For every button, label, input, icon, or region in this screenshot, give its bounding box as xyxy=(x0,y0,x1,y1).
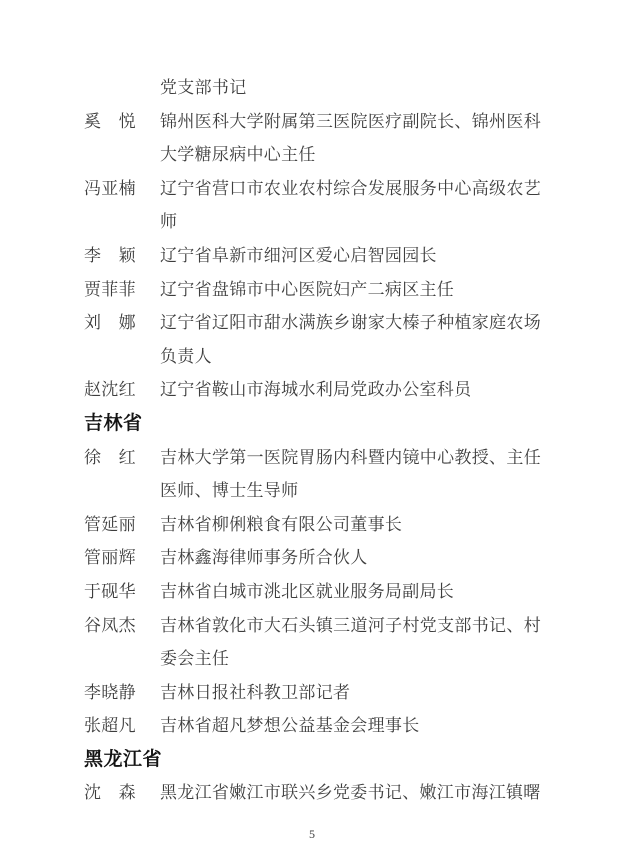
person-title: 辽宁省鞍山市海城水利局党政办公室科员 xyxy=(160,380,472,400)
award-list xyxy=(84,71,541,810)
person-title: 吉林大学第一医院胃肠内科暨内镜中心教授、主任医师、博士生导师 xyxy=(160,447,541,501)
list-item xyxy=(84,676,541,710)
person-name: 管延丽 xyxy=(84,514,136,534)
person-name: 冯亚楠 xyxy=(84,178,136,198)
person-name: 刘 娜 xyxy=(84,313,136,333)
person-title: 吉林省超凡梦想公益基金会理事长 xyxy=(160,716,420,736)
person-name: 李晓静 xyxy=(84,682,136,702)
person-name: 管丽辉 xyxy=(84,548,136,568)
section-heading: 吉林省 xyxy=(84,412,143,434)
person-name: 张超凡 xyxy=(84,716,136,736)
list-item xyxy=(84,239,541,273)
person-name: 李 颖 xyxy=(84,245,136,265)
list-item xyxy=(84,373,541,407)
person-title: 辽宁省辽阳市甜水满族乡谢家大榛子种植家庭农场负责人 xyxy=(160,313,541,366)
list-item xyxy=(84,306,541,373)
list-item xyxy=(84,541,541,575)
person-name: 贾菲菲 xyxy=(84,279,136,299)
person-name: 谷凤杰 xyxy=(84,615,136,635)
person-name: 赵沈红 xyxy=(84,380,136,400)
person-name: 沈 森 xyxy=(84,783,136,803)
person-title: 吉林鑫海律师事务所合伙人 xyxy=(160,548,368,568)
person-name: 奚 悦 xyxy=(84,111,136,131)
person-title: 党支部书记 xyxy=(160,78,247,97)
person-name: 于砚华 xyxy=(84,581,136,601)
page-number: 5 xyxy=(309,827,315,841)
person-title: 吉林省敦化市大石头镇三道河子村党支部书记、村委会主任 xyxy=(160,615,541,669)
list-item xyxy=(84,441,541,508)
person-title: 辽宁省营口市农业农村综合发展服务中心高级农艺师 xyxy=(160,178,541,232)
person-title: 辽宁省阜新市细河区爱心启智园园长 xyxy=(160,245,437,265)
list-item xyxy=(84,172,541,239)
list-item-continuation xyxy=(84,71,541,105)
person-title: 吉林日报社科教卫部记者 xyxy=(160,682,351,702)
person-title: 吉林省柳俐粮食有限公司董事长 xyxy=(160,514,403,534)
list-item xyxy=(84,105,541,172)
list-item xyxy=(84,575,541,609)
list-item xyxy=(84,609,541,676)
list-item xyxy=(84,709,541,743)
list-item xyxy=(84,508,541,542)
list-item xyxy=(84,776,541,810)
person-title: 黑龙江省嫩江市联兴乡党委书记、嫩江市海江镇曙 xyxy=(160,783,541,803)
list-item xyxy=(84,273,541,307)
person-title: 锦州医科大学附属第三医院医疗副院长、锦州医科大学糖尿病中心主任 xyxy=(160,111,541,165)
section-heading: 黑龙江省 xyxy=(84,748,163,770)
person-title: 辽宁省盘锦市中心医院妇产二病区主任 xyxy=(160,279,455,299)
person-name: 徐 红 xyxy=(84,447,136,467)
person-title: 吉林省白城市洮北区就业服务局副局长 xyxy=(160,581,455,601)
